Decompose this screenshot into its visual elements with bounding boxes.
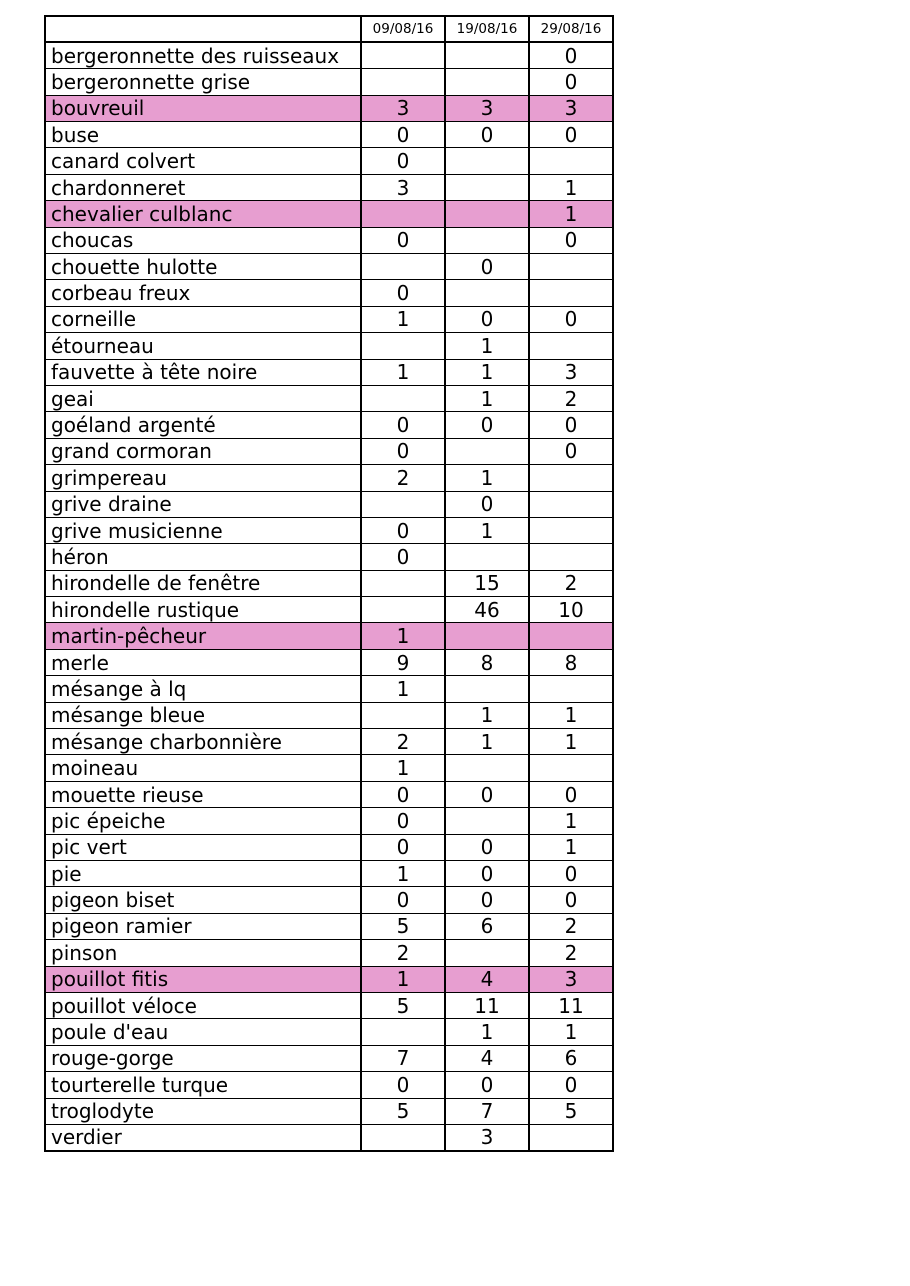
count-cell <box>361 333 445 359</box>
table-row <box>45 280 613 306</box>
count-cell: 1 <box>361 966 445 992</box>
species-name-cell: bergeronnette des ruisseaux <box>45 42 361 68</box>
table-row <box>45 887 613 913</box>
count-cell: 0 <box>529 861 613 887</box>
count-cell: 0 <box>445 254 529 280</box>
table-row <box>45 385 613 411</box>
count-cell: 5 <box>529 1098 613 1124</box>
count-cell <box>529 491 613 517</box>
table-row <box>45 597 613 623</box>
count-cell <box>361 201 445 227</box>
species-name-cell: corneille <box>45 306 361 332</box>
species-name-cell: poule d'eau <box>45 1019 361 1045</box>
count-cell <box>529 333 613 359</box>
count-cell: 2 <box>529 385 613 411</box>
count-cell: 1 <box>361 359 445 385</box>
count-cell: 0 <box>529 69 613 95</box>
count-cell <box>445 201 529 227</box>
count-cell: 1 <box>529 201 613 227</box>
species-name-cell: choucas <box>45 227 361 253</box>
count-cell: 1 <box>529 808 613 834</box>
count-cell: 1 <box>445 1019 529 1045</box>
count-cell: 5 <box>361 992 445 1018</box>
count-cell: 1 <box>361 755 445 781</box>
species-name-cell: mouette rieuse <box>45 781 361 807</box>
count-cell: 0 <box>361 280 445 306</box>
table-row <box>45 1019 613 1045</box>
count-cell: 1 <box>445 729 529 755</box>
count-cell: 0 <box>445 887 529 913</box>
count-cell: 0 <box>445 861 529 887</box>
count-cell <box>529 465 613 491</box>
count-cell <box>529 517 613 543</box>
count-cell <box>361 597 445 623</box>
table-row <box>45 148 613 174</box>
count-cell: 0 <box>529 412 613 438</box>
species-name-cell: verdier <box>45 1124 361 1150</box>
table-row <box>45 42 613 68</box>
species-name-cell: pouillot fitis <box>45 966 361 992</box>
count-cell: 0 <box>361 781 445 807</box>
count-cell <box>445 544 529 570</box>
count-cell: 1 <box>445 359 529 385</box>
bird-observation-table <box>44 15 614 1152</box>
table-row <box>45 702 613 728</box>
count-cell: 0 <box>445 781 529 807</box>
count-cell: 0 <box>529 1072 613 1098</box>
count-cell: 0 <box>361 412 445 438</box>
count-cell: 46 <box>445 597 529 623</box>
count-cell <box>529 1124 613 1150</box>
count-cell <box>361 702 445 728</box>
date-header: 19/08/16 <box>445 16 529 42</box>
table-row <box>45 676 613 702</box>
table-row <box>45 992 613 1018</box>
species-name-cell: bouvreuil <box>45 95 361 121</box>
species-name-cell: grimpereau <box>45 465 361 491</box>
count-cell <box>529 676 613 702</box>
count-cell: 7 <box>445 1098 529 1124</box>
count-cell <box>361 42 445 68</box>
count-cell: 11 <box>445 992 529 1018</box>
count-cell: 10 <box>529 597 613 623</box>
count-cell: 15 <box>445 570 529 596</box>
count-cell: 2 <box>529 570 613 596</box>
table-row <box>45 254 613 280</box>
count-cell: 2 <box>361 465 445 491</box>
species-name-cell: bergeronnette grise <box>45 69 361 95</box>
count-cell: 0 <box>361 122 445 148</box>
count-cell <box>445 808 529 834</box>
count-cell: 0 <box>361 227 445 253</box>
table-row <box>45 623 613 649</box>
species-name-cell: pie <box>45 861 361 887</box>
table-row <box>45 333 613 359</box>
table-row <box>45 755 613 781</box>
date-header: 09/08/16 <box>361 16 445 42</box>
count-cell: 1 <box>529 174 613 200</box>
table-row <box>45 940 613 966</box>
count-cell: 0 <box>361 1072 445 1098</box>
count-cell: 8 <box>445 649 529 675</box>
species-name-cell: pigeon ramier <box>45 913 361 939</box>
species-name-cell: pic vert <box>45 834 361 860</box>
count-cell: 1 <box>361 623 445 649</box>
count-cell: 1 <box>445 702 529 728</box>
table-row <box>45 729 613 755</box>
species-name-cell: tourterelle turque <box>45 1072 361 1098</box>
table-row <box>45 306 613 332</box>
count-cell: 1 <box>445 517 529 543</box>
count-cell: 0 <box>529 887 613 913</box>
species-name-cell: fauvette à tête noire <box>45 359 361 385</box>
count-cell <box>445 755 529 781</box>
count-cell: 0 <box>361 887 445 913</box>
table-row <box>45 1124 613 1150</box>
count-cell <box>361 69 445 95</box>
count-cell <box>445 148 529 174</box>
count-cell <box>529 623 613 649</box>
species-name-cell: corbeau freux <box>45 280 361 306</box>
count-cell: 3 <box>445 1124 529 1150</box>
species-name-cell: mésange bleue <box>45 702 361 728</box>
count-cell: 0 <box>445 122 529 148</box>
count-cell: 3 <box>529 966 613 992</box>
count-cell <box>361 491 445 517</box>
table-row <box>45 491 613 517</box>
table-row <box>45 122 613 148</box>
table-body <box>45 42 613 1150</box>
count-cell <box>445 438 529 464</box>
table-row <box>45 201 613 227</box>
count-cell: 0 <box>529 227 613 253</box>
count-cell: 7 <box>361 1045 445 1071</box>
count-cell <box>361 1019 445 1045</box>
count-cell: 0 <box>445 491 529 517</box>
species-name-cell: troglodyte <box>45 1098 361 1124</box>
count-cell: 8 <box>529 649 613 675</box>
count-cell: 1 <box>445 385 529 411</box>
count-cell: 0 <box>529 42 613 68</box>
species-name-cell: héron <box>45 544 361 570</box>
count-cell: 1 <box>529 702 613 728</box>
count-cell: 0 <box>361 808 445 834</box>
species-name-cell: moineau <box>45 755 361 781</box>
species-name-cell: chouette hulotte <box>45 254 361 280</box>
table-row <box>45 966 613 992</box>
species-name-cell: pigeon biset <box>45 887 361 913</box>
species-name-cell: martin-pêcheur <box>45 623 361 649</box>
table-row <box>45 1098 613 1124</box>
count-cell <box>445 227 529 253</box>
count-cell: 1 <box>445 333 529 359</box>
count-cell: 5 <box>361 913 445 939</box>
count-cell <box>445 280 529 306</box>
count-cell: 1 <box>361 861 445 887</box>
species-name-cell: merle <box>45 649 361 675</box>
count-cell: 2 <box>361 940 445 966</box>
count-cell: 2 <box>529 913 613 939</box>
count-cell: 0 <box>361 517 445 543</box>
header-corner-cell <box>45 16 361 42</box>
count-cell <box>361 254 445 280</box>
species-name-cell: hirondelle de fenêtre <box>45 570 361 596</box>
table-row <box>45 69 613 95</box>
count-cell: 0 <box>361 148 445 174</box>
table-row <box>45 359 613 385</box>
count-cell: 1 <box>445 465 529 491</box>
species-name-cell: rouge-gorge <box>45 1045 361 1071</box>
count-cell <box>445 940 529 966</box>
species-name-cell: pic épeiche <box>45 808 361 834</box>
table-row <box>45 649 613 675</box>
count-cell: 3 <box>361 174 445 200</box>
table-row <box>45 465 613 491</box>
count-cell <box>361 385 445 411</box>
count-cell: 4 <box>445 1045 529 1071</box>
table-row <box>45 834 613 860</box>
count-cell: 1 <box>529 834 613 860</box>
table-row <box>45 1072 613 1098</box>
count-cell <box>445 676 529 702</box>
count-cell: 0 <box>361 544 445 570</box>
count-cell: 6 <box>445 913 529 939</box>
count-cell: 0 <box>529 781 613 807</box>
count-cell <box>529 544 613 570</box>
count-cell: 11 <box>529 992 613 1018</box>
count-cell <box>361 1124 445 1150</box>
species-name-cell: geai <box>45 385 361 411</box>
count-cell: 1 <box>529 1019 613 1045</box>
species-name-cell: chevalier culblanc <box>45 201 361 227</box>
table-row <box>45 438 613 464</box>
count-cell: 0 <box>445 1072 529 1098</box>
count-cell: 3 <box>361 95 445 121</box>
count-cell: 0 <box>445 412 529 438</box>
count-cell: 1 <box>529 729 613 755</box>
count-cell: 2 <box>361 729 445 755</box>
table-row <box>45 517 613 543</box>
count-cell <box>445 42 529 68</box>
species-name-cell: mésange charbonnière <box>45 729 361 755</box>
species-name-cell: pinson <box>45 940 361 966</box>
table-row <box>45 544 613 570</box>
count-cell: 0 <box>529 306 613 332</box>
species-name-cell: étourneau <box>45 333 361 359</box>
count-cell <box>529 254 613 280</box>
count-cell <box>529 280 613 306</box>
species-name-cell: canard colvert <box>45 148 361 174</box>
count-cell: 0 <box>529 122 613 148</box>
table-row <box>45 781 613 807</box>
count-cell <box>445 174 529 200</box>
species-name-cell: grive musicienne <box>45 517 361 543</box>
table-row <box>45 913 613 939</box>
table-row <box>45 861 613 887</box>
count-cell: 6 <box>529 1045 613 1071</box>
count-cell: 3 <box>529 95 613 121</box>
count-cell: 0 <box>361 834 445 860</box>
count-cell: 0 <box>529 438 613 464</box>
count-cell <box>361 570 445 596</box>
count-cell: 0 <box>445 306 529 332</box>
count-cell <box>445 69 529 95</box>
table-row <box>45 808 613 834</box>
count-cell: 4 <box>445 966 529 992</box>
count-cell: 1 <box>361 676 445 702</box>
table-row <box>45 227 613 253</box>
count-cell: 2 <box>529 940 613 966</box>
count-cell: 1 <box>361 306 445 332</box>
species-name-cell: grive draine <box>45 491 361 517</box>
species-name-cell: mésange à lq <box>45 676 361 702</box>
species-name-cell: pouillot véloce <box>45 992 361 1018</box>
count-cell <box>529 148 613 174</box>
species-name-cell: hirondelle rustique <box>45 597 361 623</box>
species-name-cell: chardonneret <box>45 174 361 200</box>
count-cell: 0 <box>445 834 529 860</box>
table-row <box>45 174 613 200</box>
date-header: 29/08/16 <box>529 16 613 42</box>
count-cell: 0 <box>361 438 445 464</box>
count-cell: 3 <box>529 359 613 385</box>
table-row <box>45 412 613 438</box>
species-name-cell: grand cormoran <box>45 438 361 464</box>
species-name-cell: goéland argenté <box>45 412 361 438</box>
header-row <box>45 16 613 42</box>
table-row <box>45 1045 613 1071</box>
count-cell <box>445 623 529 649</box>
table-row <box>45 95 613 121</box>
count-cell: 3 <box>445 95 529 121</box>
count-cell: 9 <box>361 649 445 675</box>
count-cell <box>529 755 613 781</box>
table-row <box>45 570 613 596</box>
count-cell: 5 <box>361 1098 445 1124</box>
species-name-cell: buse <box>45 122 361 148</box>
